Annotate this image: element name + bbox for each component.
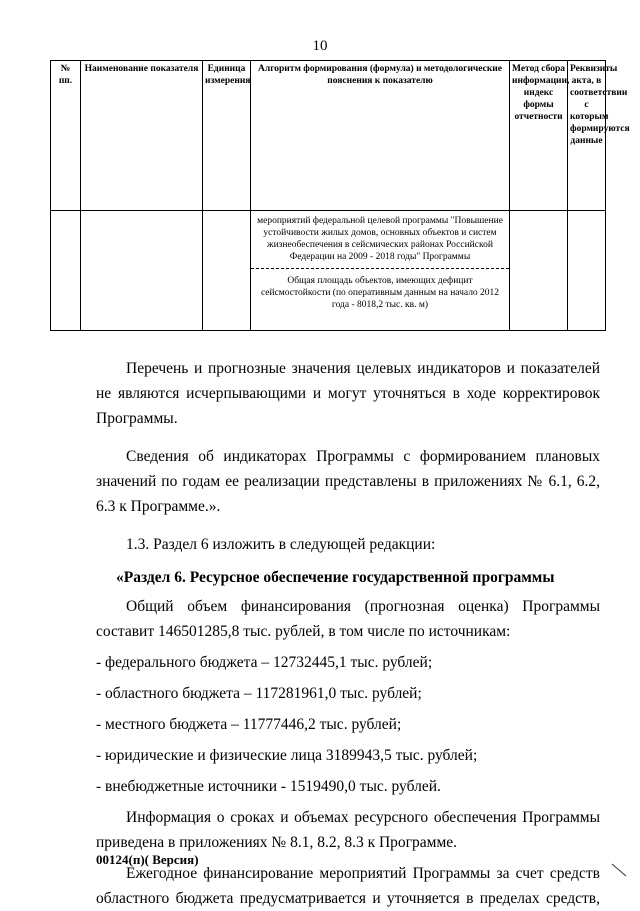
paragraph-indicators-list: Перечень и прогнозные значения целевых индикаторов и показателей не являются исчерпывающими и могут уточняться в ходе корректировок Программы. — [96, 360, 600, 427]
list-item: - местного бюджета – 11777446,2 тыс. рублей; — [96, 716, 402, 733]
table-row — [51, 211, 606, 331]
table-header-row — [51, 61, 606, 211]
header-algorithm: Алгоритм формирования (формула) и методологические пояснения к показателю — [251, 61, 510, 211]
paragraph-section-change: 1.3. Раздел 6 изложить в следующей редакции: — [126, 536, 436, 553]
list-item: - юридические и физические лица 3189943,5 тыс. рублей; — [96, 747, 478, 764]
footer-code: 00124(п)( Версия) — [96, 852, 199, 867]
cell-number — [51, 211, 81, 331]
cell-requisites — [568, 211, 606, 331]
cell-algorithm — [251, 211, 510, 331]
page-number: 10 — [312, 38, 328, 54]
paragraph-indicators-info: Сведения об индикаторах Программы с формированием плановых значений по годам ее реализации представлены в приложениях № 6.1, 6.2, 6.3 к Программе.». — [96, 448, 600, 515]
cell-method — [510, 211, 568, 331]
paragraph-resource-info: Информация о сроках и объемах ресурсного обеспечения Программы приведена в приложениях № 8.1, 8.2, 8.3 к Программе. — [96, 809, 600, 851]
cell-indicator-name — [81, 211, 203, 331]
list-item: - внебюджетные источники - 1519490,0 тыс. рублей. — [96, 778, 441, 795]
header-method: Метод сбора информации, индекс формы отчетности — [510, 61, 568, 211]
scan-mark-icon — [610, 862, 628, 880]
section-heading: «Раздел 6. Ресурсное обеспечение государственной программы — [116, 569, 555, 586]
header-requisites: Реквизиты акта, в соответствии с которым формируются данные — [568, 61, 606, 211]
list-item: - федерального бюджета – 12732445,1 тыс. рублей; — [96, 654, 433, 671]
list-item: - областного бюджета – 117281961,0 тыс. рублей; — [96, 685, 422, 702]
header-number: № пп. — [51, 61, 81, 211]
header-indicator-name: Наименование показателя — [81, 61, 203, 211]
paragraph-total-financing: Общий объем финансирования (прогнозная оценка) Программы составит 146501285,8 тыс. рублей, в том числе по источникам: — [96, 598, 600, 640]
document-body — [96, 356, 600, 911]
algorithm-text-part1: мероприятий федеральной целевой программы "Повышение устойчивости жилых домов, основных объектов и систем жизнеобеспечения в сейсмических районах Российской Федерации на 2009 - 2018 годы" Программы — [251, 211, 509, 269]
cell-unit — [203, 211, 251, 331]
indicators-table — [50, 60, 630, 331]
paragraph-annual-financing: Ежегодное финансирование мероприятий Программы за счет средств областного бюджета предусматривается и уточняется в пределах средств, — [96, 865, 600, 907]
header-unit: Единица измерения — [203, 61, 251, 211]
algorithm-text-part2: Общая площадь объектов, имеющих дефицит сейсмостойкости (по оперативным данным на начало 2012 года - 8018,2 тыс. кв. м) — [260, 276, 500, 310]
